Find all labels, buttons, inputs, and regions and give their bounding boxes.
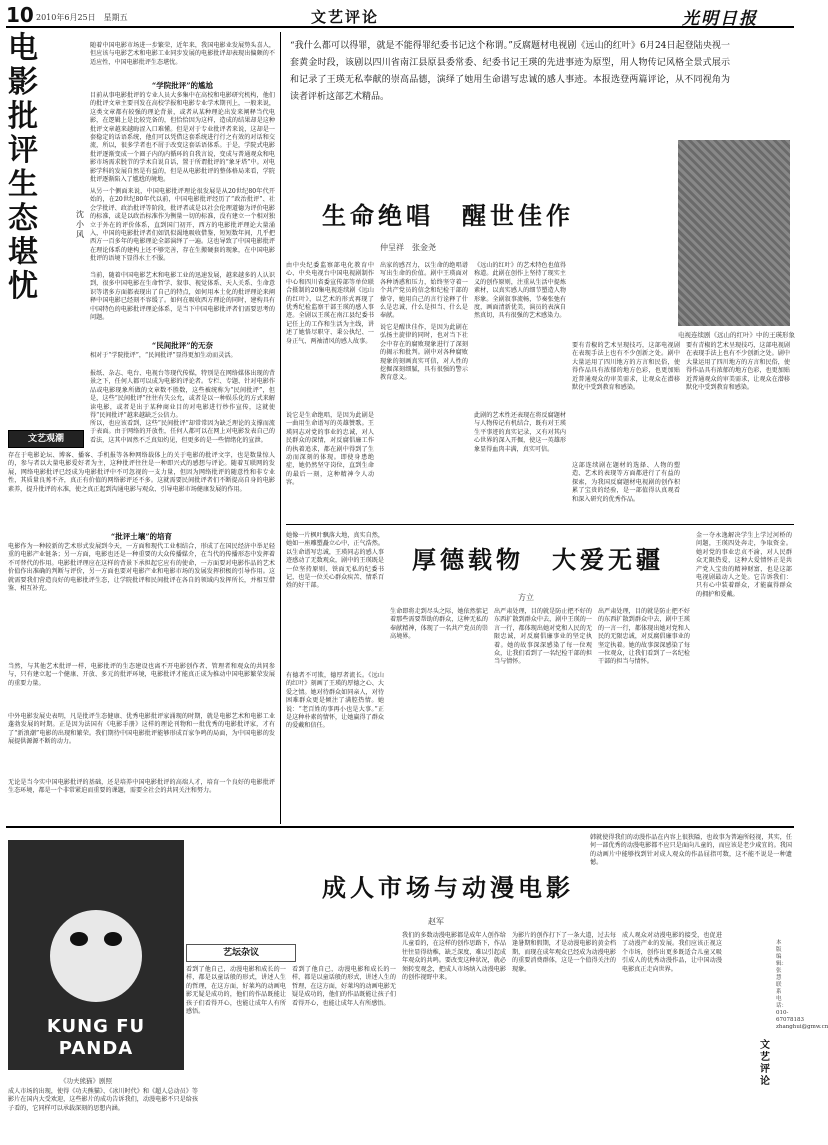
editor-intro: “我什么都可以得罪，就是不能得罪纪委书记这个称谓。”反腐题材电视剧《远山的红叶》6月24日起登陆央视一套黄金时段，该剧以四川省南江县原县委常委、纪委书记王瑛的先进事迹为原型，用人物传记风格全景式展示和记录了王瑛无私奉献的崇高品德，演绎了她用生命谱写忠诚的感人事迹。本报选登两篇评论，从不同视角为读者评析这部艺术精品。 <box>290 41 730 102</box>
article-paragraph: 金一夺永逸解决学生上学过河桥的问题，王瑛四处奔走，争取资金。她对党的事业忠贞不渝，对人民群众无限热爱，这种大爱情怀正是共产党人宝贵的精神财富，也是这部电视剧最动人之处。它告诉我们：只有心中装着群众，才能赢得群众的拥护和爱戴。 <box>696 532 792 598</box>
article-paragraph: 她像一片枫叶飘落大地，真实自然，她如一座雕塑矗立心中，正气浩然。以生命谱写忠诚，王瑛同志的感人事迹感动了无数观众，剧中的王瑛既是一位坚持原则、铁面无私的纪委书记，也是一位关心群众疾苦、情系百姓的好干部。 <box>286 532 384 590</box>
article-paragraph: 我们的多数动漫电影都是成年人创作给儿童看的，在这样的创作思路下，作品往往显得幼稚，缺乏深度，难以引起成年观众的共鸣。要改变这种状况，就必须转变观念，把成人市场纳入动漫电影的创作视野中来。 <box>402 932 506 982</box>
article-byline: 赵军 <box>428 917 444 926</box>
article-paragraph: 说它是生命绝唱，是因为此剧是一曲用生命谱写的英雄赞歌。王瑛同志对党的事业的忠诚，对人民群众的深情，对反腐倡廉工作的执着追求，都在剧中得到了生动而深刻的体现。即使身患绝症，她仍然坚守岗位，直到生命的最后一刻，这种精神令人动容。 <box>286 412 374 487</box>
article-paragraph: 出严肃处理，目的就是防止把不好的东西扩散到群众中去，剧中王瑛的一言一行，都体现出她对党和人民的无限忠诚，对反腐倡廉事业的坚定执着。她的故事深深感染了每一位观众，让我们看到了一名纪检干部的担当与情怀。 <box>494 608 592 666</box>
column-label: 文艺观潮 <box>8 430 84 448</box>
page-header <box>6 4 794 28</box>
article-paragraph: 电影作为一种较新的艺术形式发展到今天，一方面和现代工业相结合，形成了在国民经济中举足轻重的电影产业链条；另一方面，电影也还是一种重要的大众传播媒介，在当代的传播形态中发挥着不可替代的作用。电影批评理应在这样的背景下承担起它应有的使命，一方面要对电影作品的艺术价值作出准确的判断与评价，另一方面也要对电影产业和电影市场的发展发挥积极的引导作用。这就需要我们营造良好的电影批评生态，让学院批评和民间批评在各自的领域内发挥所长，并相互借鉴、相互补充。 <box>8 543 275 593</box>
article-paragraph: 所以，也应该看到，这些“民间批评”却常常因为缺乏理论的支撑而流于表面。由于网络的开放性，任何人都可以在网上对电影发表自己的看法，这其中固然不乏真知灼见，但更多的是一些情绪化的宣泄。 <box>90 420 275 444</box>
panda-eye-icon <box>104 932 122 946</box>
column-label: 艺坛杂议 <box>186 944 296 962</box>
article-paragraph: 为影片的创作打下了一条大道，过去每逢暑期和假期，才是动漫电影的黄金档期，而现在成年观众已经成为动漫电影的重要消费群体，这是一个值得关注的现象。 <box>512 932 616 973</box>
article-paragraph: 成人观众对动漫电影的接受，也促进了动漫产业的发展。我们应该正视这个市场，创作出更多既适合儿童又吸引成人的优秀动漫作品，让中国动漫电影真正走向世界。 <box>622 932 722 973</box>
article-paragraph: 报纸、杂志、电台、电视台等现代传媒，特别是在网络媒体出现的背景之下，任何人都可以成为电影的评论者。专栏、专题、针对电影作品或电影现象所做的文章数不胜数，这些被统称为“民间批评”，但是，这些“民间批评”往往有失公允，或者是以一种娱乐化的方式来解读电影，或者是出于某种商业目的对电影进行炒作宣传，这就使得“民间批评”越来越缺乏公信力。 <box>90 370 275 420</box>
article-byline: 仲呈祥 张金尧 <box>380 243 436 252</box>
page-number: 10 <box>6 3 34 27</box>
article-intro: 韩就使得我们的动漫作品在内容上很狭隘，也故事为普遍所轻视，其实，任何一部优秀的动漫电影都不应只是面向儿童的，而应该是老少咸宜的。我国的动画片中能够找到针对成人观众的作品屈指可数，这不能不说是一种遗憾。 <box>590 834 792 867</box>
editor-info: 本版编辑：张慧 联系电话：010-67078183 zhanghui@gmw.cn <box>776 940 828 1030</box>
drama-still-photo <box>678 140 790 326</box>
section-divider <box>6 826 794 828</box>
kung-fu-panda-poster <box>8 840 184 1070</box>
article-paragraph: 出家的感召力，以生命的绝唱谱写出生命的价值。剧中王瑛面对各种诱惑和压力，始终坚守着一个共产党员的信念和纪检干部的操守，她用自己的言行诠释了什么是忠诚、什么是担当、什么是奉献。 <box>380 262 468 320</box>
article-paragraph: 从另一个侧面来说，中国电影批评理论很发展是从20世纪80年代开始的，在20世纪80年代以前，中国电影批评经历了“政治批评”、社会学批评、政治批评等阶段，批评者或是以社会伦理道德为评价电影的标准，或是以政治标准作为衡量一切的标准，没有建立一个相对独立于外在的评价体系，直到国门初开，西方的电影批评理论大量涌入，中国的电影批评者们如饥似渴地吸收借鉴，短短数年间，几乎把西方一百多年的电影理论全部演绎了一遍。这也导致了中国电影批评在理论体系的建构上还不够完善，存在生搬硬套的现象，在中国电影批评的语境下显得水土不服。 <box>90 188 275 263</box>
article-paragraph: 当前，随着中国电影艺术和电影工业的迅速发展，越来越多的人认识到，很多中国电影在生命哲学、叙事、视觉体系、天人关系、生命意识等诸多方面都表现出了自己的特点，如何用本土化的批评理论来阐释中国电影已经刻不容缓了。如何在吸收西方理论的同时，建构具有中国特色的电影批评理论体系，是当下中国电影批评者们需要思考的问题。 <box>90 272 275 322</box>
article-paragraph: 《远山的红叶》的艺术特色也值得称道。此剧在创作上坚持了现实主义的创作原则，注重从生活中提炼素材，以真实感人的细节塑造人物形象。全剧叙事流畅，节奏张弛有度，画面清新优美，演员的表演自然真切，具有很强的艺术感染力。 <box>474 262 566 320</box>
article-paragraph: 存在于电影论坛、博客、播客、手机报等各种网络载体上的关于电影的批评文字，也是数量惊人的，参与者以大量电影爱好者为主，这种批评往往是一种即兴式的感想与评论。随着互联网的发展，网络电影批评已经成为电影批评中不可忽视的一支力量，但因为网络批评的随意性和非专业性，其质量良莠不齐，真正有价值的网络影评还不多。这就需要民间批评者们不断提高自身的电影素养，提升批评的水准，使之真正起到沟通电影与观众、引导电影市场健康发展的作用。 <box>8 452 275 493</box>
article-paragraph: 要有青椒的艺术呈现技巧，这部电视剧在表现手法上也有不少创新之处。剧中大量运用了四川地方的方言和民俗，使得作品具有浓郁的地方色彩，也更加贴近普通观众的审美需求，让观众在潜移默化中受到教育和感染。 <box>686 342 790 392</box>
article-headline: 生命绝唱 醒世佳作 <box>322 201 574 230</box>
article-paragraph: 此剧的艺术性还表现在将反腐题材与人物传记有机结合，既有对王瑛生平事迹的真实记录，又有对其内心世界的深入开掘，使这一英雄形象显得血肉丰满，真实可信。 <box>474 412 566 453</box>
article-paragraph: 目前从事电影批评的专业人员大多集中在高校和电影研究机构，他们的批评文章主要刊发在高校学报和电影专业学术期刊上，一般来说，这类文章都有较强的理论背景，或者从某种理论出发来阐释当代电影，在逻辑上是比较完备的，但恰恰因为这样，造成的结果却是这种批评文章越来越晦涩入口难懂。但是对于专业批评者来说，这却是一套稳定的话语系统，他们可以凭借这套系统进行行之有效的对话和交流，所以，很多学者也不屑于改变这套话语体系。于是，学院式电影批评逐渐变成一个圈子内的内循环的自我言说，变成与普通观众和电影市场需求脱节的学术自说自话，置于所谓批评的“象牙塔”中。对电影学科的发展自然是有益的，但是从电影批评的整体格局来看，学院批评逐渐陷入了尴尬的境地。 <box>90 92 275 184</box>
article-paragraph: 看到了他自己，动漫电影和成长的一样，都是以童话般的形式，讲述人生的哲理，在这方面，好莱坞的动画电影无疑是成功的，他们的作品既能让孩子们看得开心，也能让成年人有所感悟。 <box>186 966 286 1016</box>
article-subtitle: “民间批评”的无奈 <box>151 341 214 350</box>
article-headline: 厚德载物 大爱无疆 <box>412 545 664 574</box>
photo-caption: 电视连续剧《远山的红叶》中的王瑛形象 <box>678 331 795 339</box>
article-paragraph: 由中央纪委监察部电化教育中心、中央电视台中国电视剧制作中心和四川省委宣传部等单位联合摄制的20集电视连续剧《远山的红叶》，以艺术的形式再现了优秀纪检监察干部王瑛的感人事迹。全剧以王瑛在南江县纪委书记任上的工作和生活为主线，讲述了她恪尽职守、秉公执纪、一身正气、两袖清风的感人故事。 <box>286 262 374 345</box>
article-subtitle: “学院批评”的尴尬 <box>151 81 214 90</box>
masthead-logo: 光明日报 <box>682 9 758 29</box>
article-paragraph: 相对于“学院批评”，“民间批评”显得更加生动而灵活。 <box>90 352 237 359</box>
panda-eye-icon <box>70 932 88 946</box>
article-paragraph: 出严肃处理，目的就是防止把不好的东西扩散到群众中去，剧中王瑛的一言一行，都体现出她对党和人民的无限忠诚，对反腐倡廉事业的坚定执着。她的故事深深感染了每一位观众，让我们看到了一名纪检干部的担当与情怀。 <box>598 608 690 666</box>
article-title-vertical: 电影批评生态堪忧 <box>8 31 38 304</box>
section-title: 文艺评论 <box>311 8 380 26</box>
section-divider <box>286 524 794 525</box>
poster-title: KUNG FU PANDA <box>46 1016 146 1059</box>
article-intro: 随着中国电影市场进一步繁荣，近年来，我国电影业发展势头喜人，但应该与电影艺术和电影工业同步发展的电影批评却表现出偏颇的不适应性，中国电影批评生态堪忧。 <box>90 42 275 66</box>
article-paragraph: 生命即将走到尽头之际，她依然惦记着那些需要帮助的群众，这种无私的奉献精神，体现了一名共产党员的崇高境界。 <box>390 608 488 641</box>
photo-caption: 《功夫熊猫》剧照 <box>60 1077 112 1085</box>
article-paragraph: 当然，与其他艺术批评一样，电影批评的生态建设也离不开电影创作者、管理者和观众的共同参与，只有建立起一个健康、开放、多元的批评环境，电影批评才能真正成为推动中国电影繁荣发展的重要力量。 <box>8 663 275 687</box>
article-headline: 成人市场与动漫电影 <box>322 873 574 902</box>
article-paragraph: 说它是醒世佳作，是因为此剧在弘扬主旋律的同时，也对当下社会中存在的腐败现象进行了深刻的揭示和批判。剧中对各种腐败现象的刻画真实可信，对人性的挖掘深刻细腻，具有很强的警示教育意义。 <box>380 324 468 382</box>
article-paragraph: 看到了他自己，动漫电影和成长的一样，都是以童话般的形式，讲述人生的哲理，在这方面，好莱坞的动画电影无疑是成功的，他们的作品既能让孩子们看得开心，也能让成年人有所感悟。 <box>292 966 396 1007</box>
issue-date: 2010年6月25日 星期五 <box>36 13 128 22</box>
article-subtitle: “批评土壤”的培育 <box>110 532 173 541</box>
article-paragraph: 成人市场的出现，使得《功夫熊猫》、《冰川时代》和《超人总动员》等影片在国内大受欢迎，这些影片的成功告诉我们，动漫电影不只是给孩子看的，它同样可以承载深刻的思想内涵。 <box>8 1088 198 1112</box>
article-byline: 方立 <box>518 593 534 602</box>
article-paragraph: 无论是当今实中国电影批评的基础，还是培养中国电影批评的高端人才，培育一个良好的电影批评生态环境，都是一个非常紧迫而重要的课题，需要全社会的共同关注和努力。 <box>8 779 275 795</box>
article-paragraph: 要有青椒的艺术呈现技巧，这部电视剧在表现手法上也有不少创新之处。剧中大量运用了四川地方的方言和民俗，使得作品具有浓郁的地方色彩，也更加贴近普通观众的审美需求，让观众在潜移默化中受到教育和感染。 <box>572 342 680 392</box>
article-paragraph: 有德者不可欺，德厚者流长。《远山的红叶》刻画了王瑛的厚德之心、大爱之情。她对待群众如同亲人，对待困难群众更是倾注了满腔热情。她说：“老百姓的事再小也是大事。”正是这种朴素的情怀，让她赢得了群众的爱戴和信任。 <box>286 672 384 730</box>
column-name-vertical: 文艺评论 <box>760 1040 770 1087</box>
article-author: 沈小风 <box>76 210 84 239</box>
article-paragraph: 这部连续剧在题材的选择、人物的塑造、艺术的表现等方面都进行了有益的探索，为我国反腐题材电视剧的创作积累了宝贵的经验，是一部值得认真观看和深入研究的优秀作品。 <box>572 462 680 503</box>
article-paragraph: 中外电影发展史表明，凡是批评生态健康、优秀电影批评家涌现的时期，就是电影艺术和电影工业蓬勃发展的时期。正是因为法国有《电影手册》这样的理论刊物和一批优秀的电影批评家，才有了“新浪潮”电影的出现和繁荣。我们期待中国电影批评能够形成百家争鸣的局面，为中国电影的发展提供源源不断的动力。 <box>8 713 275 746</box>
column-divider <box>280 32 281 824</box>
panda-figure-icon <box>50 910 142 1002</box>
